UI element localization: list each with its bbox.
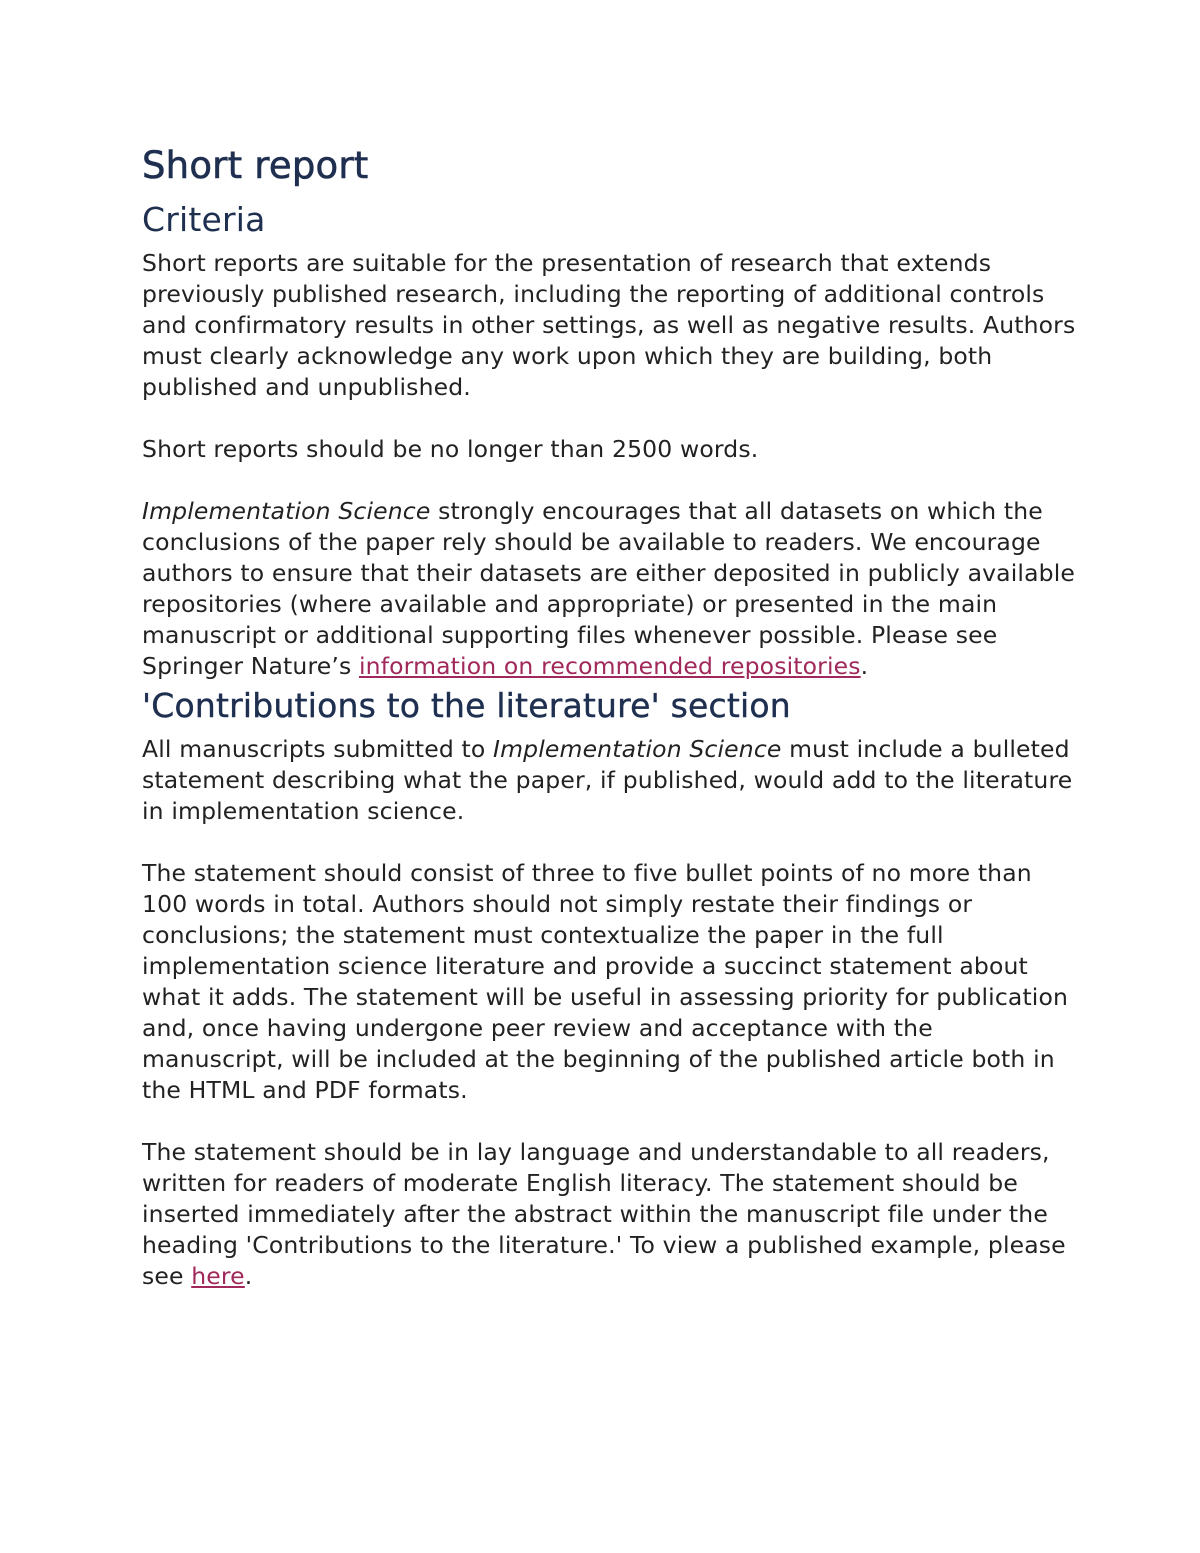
- document-page: [142, 140, 1082, 1292]
- journal-name: Implementation Science: [142, 497, 431, 525]
- contributions-paragraph-3-end: .: [244, 1262, 253, 1290]
- criteria-paragraph-3-text: strongly encourages that all datasets on which the conclusions of the paper rely should be available to readers. We encourage authors to ensure that their datasets are either deposited in publicly available repositories (where available and appropriate) or presented in the main manuscript or additional supporting files whenever possible. Please see Springer Nature’s: [142, 497, 1075, 680]
- contributions-paragraph-2: The statement should consist of three to five bullet points of no more than 100 words in total. Authors should not simply restate their findings or conclusions; the statement must contextualize the paper in the full implementation science literature and provide a succinct statement about what it adds. The statement will be useful in assessing priority for publication and, once having undergone peer review and acceptance with the manuscript, will be included at the beginning of the published article both in the HTML and PDF formats.: [142, 859, 1069, 1104]
- criteria-paragraph-2: Short reports should be no longer than 2500 words.: [142, 435, 759, 463]
- page-title: Short report: [142, 144, 369, 187]
- published-example-link[interactable]: here: [191, 1262, 245, 1290]
- journal-name: Implementation Science: [493, 735, 782, 763]
- repositories-link[interactable]: information on recommended repositories: [359, 652, 861, 680]
- contributions-paragraph-1-start: All manuscripts submitted to: [142, 735, 494, 763]
- criteria-paragraph-1: Short reports are suitable for the presentation of research that extends previously published research, including the reporting of additional controls and confirmatory results in other settings, as well as negative results. Authors must clearly acknowledge any work upon which they are building, both published and unpublished.: [142, 249, 1076, 401]
- criteria-heading: Criteria: [142, 200, 266, 239]
- criteria-paragraph-3-end: .: [860, 652, 869, 680]
- contributions-paragraph-3-text: The statement should be in lay language and understandable to all readers, written for readers of moderate English literacy. The statement should be inserted immediately after the abstract within the manuscript file under the heading 'Contributions to the literature.' To view a published example, please see: [142, 1138, 1066, 1290]
- contributions-paragraph-1: [142, 734, 1082, 827]
- contributions-paragraph-3: [142, 1137, 1082, 1292]
- contributions-heading: 'Contributions to the literature' section: [142, 686, 791, 725]
- contributions-paragraph-1-end: must include a bulleted statement describing what the paper, if published, would add to the literature in implementation science.: [142, 735, 1073, 825]
- criteria-paragraph-3: [142, 496, 1082, 682]
